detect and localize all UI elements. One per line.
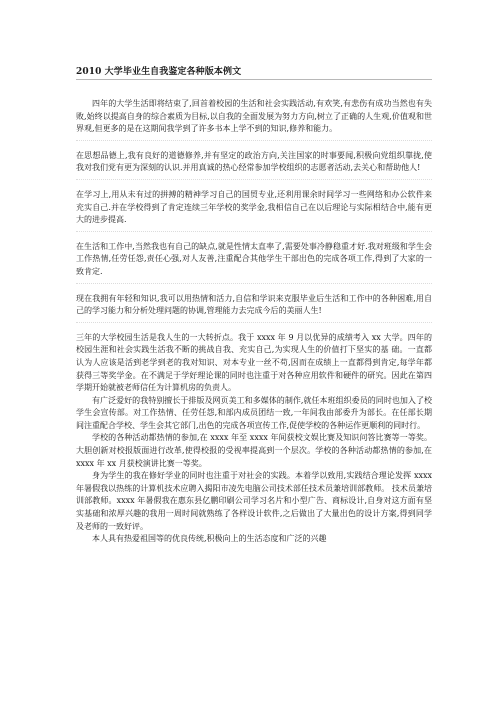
paragraph-future: 现在我拥有年轻和知识,我可以用热情和活力,自信和学识来克服毕业后生活和工作中的各种困难,用自己的学习能力和分析处理问题的协调,管理能力去完成今后的美丽人生!: [76, 293, 432, 316]
paragraph-divider: [76, 322, 432, 323]
paragraph-morality: 在思想品德上,我有良好的道德修养,并有坚定的政治方向,关注国家的时事要闻,积极向党组织靠拢,使我对我们党有更为深刻的认识.并用真诚的热心经常参加学校组织的志愿者活动,去关心和帮助他人!: [76, 150, 432, 173]
paragraph-hobbies: 有广泛爱好的我特别擅长于排版及网页美工和多媒体的制作,就任本班组织委员的同时也加入了校学生会宣传部。对工作热情、任劳任怨,和部内成员团结一致,一年间我由部委升为部长。在任部长期间注重配合学校、学生会其它部门,出色的完成各项宣传工作,促使学校的各种运作更顺利的同时行。: [76, 395, 432, 430]
paragraph-divider: [76, 283, 432, 284]
document-body: [76, 98, 432, 546]
paragraph-activities: 学校的各种活动都热情的参加,在 xxxx 年至 xxxx 年间获校文娱比赛及知识问答比赛等一等奖。大胆创新对校报版面进行改革,使得校报的受视率提高到一个层次。学校的各种活动都热情的参加,在 xxxx 年 xx 月获校演讲比赛一等奖。: [76, 433, 432, 468]
paragraph-character: 本人具有热爱祖国等的优良传统,积极向上的生活态度和广泛的兴趣: [92, 534, 327, 544]
document-title: 2010 大学毕业生自我鉴定各种版本例文: [76, 67, 242, 77]
paragraph-life-work: 在生活和工作中,当然我也有自己的缺点,就是性情太直率了,需要处事冷静稳重才好.我对班级和学生会工作热情,任劳任怨,责任心强,对人友善,注重配合其他学生干部出色的完成各项工作,得到了大家的一致肯定.: [76, 241, 432, 276]
paragraph-intro: 四年的大学生活即将结束了,回首着校园的生活和社会实践活动,有欢笑,有悲伤有成功当然也有失败,始终以提高自身的综合素质为目标,以自我的全面发展为努力方向,树立了正确的人生观,价值观和世界观,但更多的是在这期间我学到了许多书本上学不到的知识,修养和能力。: [76, 99, 432, 134]
paragraph-divider: [76, 231, 432, 232]
paragraph-study: 在学习上,用从未有过的拼搏的精神学习自己的国贸专业,还利用课余时间学习一些网络和办公软件来充实自己.并在学校得到了肯定连续三年学校的奖学金,我相信自己在以后理论与实际相结合中,能有更大的进步提高.: [76, 189, 432, 225]
paragraph-divider: [76, 140, 432, 141]
paragraph-campus-life: 三年的大学校园生活是我人生的一大转折点。我于 xxxx 年 9 月以优异的成绩考入 xx 大学。四年的校园生涯和社会实践生活我不断的挑战自我、充实自己,为实现人生的价值打下坚实的基 础。一直都认为人应该是活到老学到老的我对知识、对本专业一丝不苟,因而在成绩上一直都得到肯定,每学年都获得三等奖学金。在不满足于学好理论课的同时也注重于对各种应用软件和硬件的研究。因此在第四学期开始就被老师信任为计算机房的负责人。: [76, 332, 432, 393]
paragraph-practice: 身为学生的我在修好学业的同时也注重于对社会的实践。本着学以致用,实践结合理论发挥 xxxx 年暑假我以热练的计算机技术应聘入揭阳市凌先电脑公司技术部任技术员兼培训部教师。 技术员兼培训部教师。xxxx 年暑假我在惠东县亿鹏印刷公司学习名片和小型广告、商标设计,自身对这方面有坚实基础和浓厚兴趣的我用一周时间就熟练了各样设计软件,之后做出了大量出色的设计方案,得到同学及老师的一致好评。: [76, 471, 432, 531]
paragraph-divider: [76, 179, 432, 180]
title-divider: [76, 79, 432, 80]
